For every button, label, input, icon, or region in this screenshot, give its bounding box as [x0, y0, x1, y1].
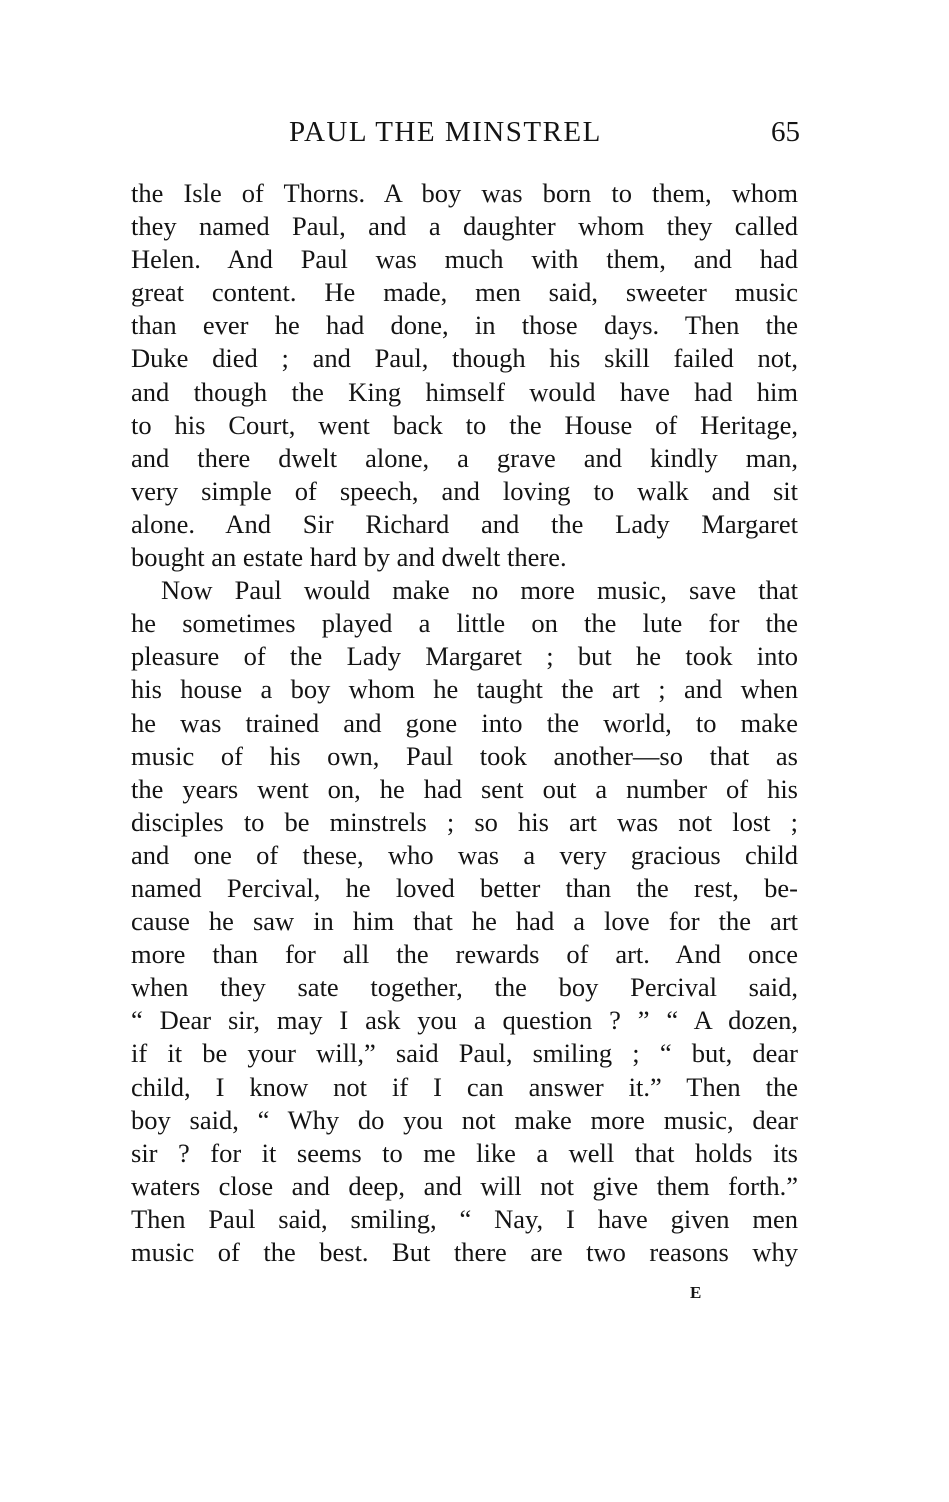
text-line: cause he saw in him that he had a love for the art	[131, 906, 798, 937]
text-line: the years went on, he had sent out a number of his	[131, 773, 798, 804]
body-text	[131, 177, 798, 1269]
text-line: than ever he had done, in those days. Then the	[131, 310, 798, 341]
text-line: he was trained and gone into the world, to make	[131, 707, 798, 738]
text-line: and there dwelt alone, a grave and kindly man,	[131, 442, 798, 473]
text-line: boy said, “ Why do you not make more music, dear	[131, 1104, 798, 1135]
text-line: to his Court, went back to the House of Heritage,	[131, 409, 798, 440]
text-line: the Isle of Thorns. A boy was born to them, whom	[131, 178, 798, 208]
text-line: Duke died ; and Paul, though his skill failed not,	[131, 343, 798, 374]
text-line: they named Paul, and a daughter whom they called	[131, 211, 798, 242]
text-line: disciples to be minstrels ; so his art was not lost ;	[131, 806, 798, 837]
text-line: alone. And Sir Richard and the Lady Margaret	[131, 508, 798, 539]
text-line: child, I know not if I can answer it.” Then the	[131, 1071, 798, 1102]
text-line: more than for all the rewards of art. And once	[131, 939, 798, 970]
text-line: Then Paul said, smiling, “ Nay, I have given men	[131, 1203, 798, 1234]
paragraph-start-line: Now Paul would make no more music, save that	[161, 575, 798, 606]
paragraph-end-line: bought an estate hard by and dwelt there.	[131, 542, 567, 573]
page-number: 65	[771, 116, 800, 148]
text-line: his house a boy whom he taught the art ; and when	[131, 674, 798, 705]
text-line: and though the King himself would have had him	[131, 376, 798, 407]
running-title: PAUL THE MINSTREL	[289, 116, 602, 148]
text-line: named Percival, he loved better than the rest, be-	[131, 872, 798, 903]
text-line: “ Dear sir, may I ask you a question ? ” “ A dozen,	[131, 1005, 798, 1036]
text-line: great content. He made, men said, sweeter music	[131, 277, 798, 308]
text-line: music of the best. But there are two reasons why	[131, 1237, 798, 1267]
signature-mark: E	[690, 1283, 703, 1302]
text-line: he sometimes played a little on the lute for the	[131, 608, 798, 639]
text-line: if it be your will,” said Paul, smiling ; “ but, dear	[131, 1038, 798, 1069]
running-header	[133, 112, 800, 152]
text-line: and one of these, who was a very gracious child	[131, 839, 798, 870]
text-line: sir ? for it seems to me like a well that holds its	[131, 1137, 798, 1168]
text-line: waters close and deep, and will not give them forth.”	[131, 1170, 798, 1201]
text-line: when they sate together, the boy Percival said,	[131, 972, 798, 1003]
text-line: pleasure of the Lady Margaret ; but he took into	[131, 641, 798, 672]
text-line: music of his own, Paul took another—so that as	[131, 740, 798, 771]
text-line: Helen. And Paul was much with them, and had	[131, 244, 798, 275]
text-line: very simple of speech, and loving to walk and sit	[131, 475, 798, 506]
